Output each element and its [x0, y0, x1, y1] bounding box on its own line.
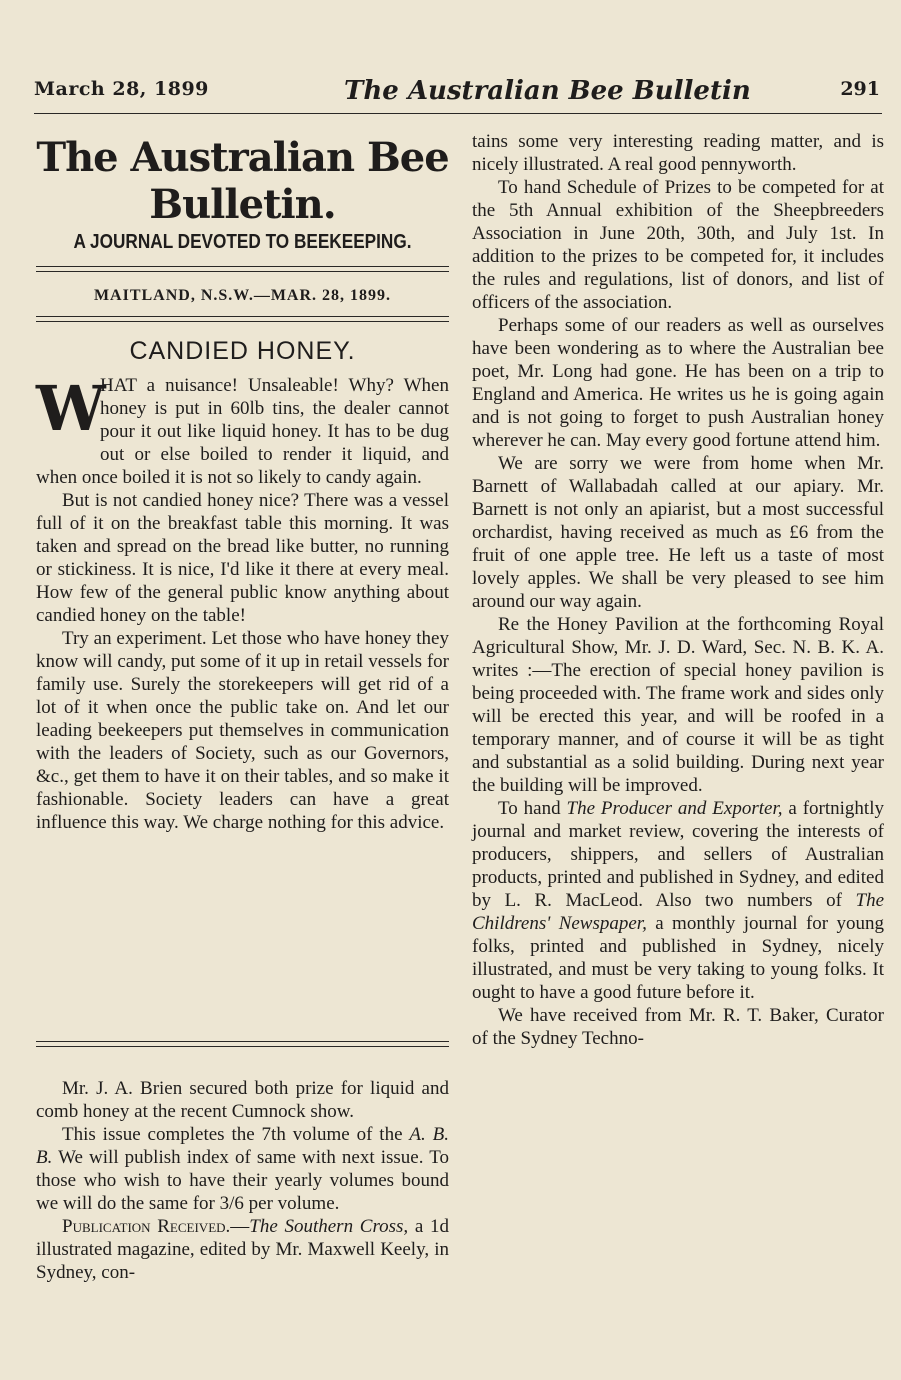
right-paragraph-6: [472, 797, 884, 1004]
section-rule-2: [36, 1046, 449, 1047]
note-brien: Mr. J. A. Brien secured both prize for liquid and comb honey at the recent Cumnock show.: [36, 1078, 449, 1122]
note-publication: [36, 1215, 449, 1284]
dateline-rule-1: [36, 316, 449, 317]
masthead: [36, 130, 449, 228]
article-paragraph-1: HAT a nuisance! Unsaleable! Why? When honey is put in 60lb tins, the dealer cannot pour it out like liquid honey. It has to be dug out or else boiled to render it liquid, and when once boiled it is not so likely to candy again.: [36, 375, 449, 488]
running-header: [34, 76, 882, 106]
note-volume-text-b: We will publish index of same with next issue. To those who wish to have their yearly volumes bound we will do the same for 3/6 per volume.: [36, 1147, 449, 1214]
right-paragraph-1: tains some very interesting reading matter, and is nicely illustrated. A real good pennyworth.: [472, 131, 884, 175]
note-volume: [36, 1123, 449, 1215]
right-paragraph-5: Re the Honey Pavilion at the forthcoming Royal Agricultural Show, Mr. J. D. Ward, Sec. N. B. K. A. writes :—The erection of special honey pavilion is being proceeded with. The frame work and sides only will be erected this year, and will be roofed in a temporary manner, and of course it will be as tight and substantial as a solid building. During next year the building will be improved.: [472, 614, 884, 796]
article-body: [36, 374, 449, 834]
right-paragraph-3: Perhaps some of our readers as well as ourselves have been wondering as to where the Australian bee poet, Mr. Long had gone. He has been on a trip to England and America. He writes us he is going again and is not going to forget to push Australian honey wherever he can. May every good fortune attend him.: [472, 315, 884, 451]
article-paragraph-2: But is not candied honey nice? There was a vessel full of it on the breakfast table this morning. It was taken and spread on the bread like butter, no running or stickiness. It is nice, I'd like it there at every meal. How few of the general public know anything about candied honey on the table!: [36, 490, 449, 626]
right-paragraph-4: We are sorry we were from home when Mr. Barnett of Wallabadah called at our apiary. Mr. Barnett is not only an apiarist, but a most successful orchardist, having received as much as £6 from the fruit of one apple tree. He left us a taste of most lovely apples. We shall be very pleased to see him around our way again.: [472, 453, 884, 612]
r6-text-b: a fortnightly journal and market review, covering the interests of producers, shippers, and sellers of Australian products, printed and published in Sydney, and edited by L. R. MacLeod. Also two numbers of: [472, 798, 884, 911]
issue-date: March 28, 1899: [34, 78, 209, 100]
masthead-rule-1: [36, 266, 449, 267]
r6-text-c: a monthly journal for young folks, printed and published in Sydney, nicely illustrated, and must be very taking to young folks. It ought to have a good future before it.: [472, 913, 884, 1003]
masthead-rule-2: [36, 271, 449, 272]
note-volume-abb: A. B. B.: [36, 1124, 449, 1168]
publication-dash: —: [230, 1216, 250, 1237]
drop-cap: W: [36, 372, 106, 445]
childrens-newspaper-title: The Childrens' Newspaper,: [472, 890, 884, 934]
note-volume-text-a: This issue completes the 7th volume of the: [62, 1124, 410, 1145]
notes-block: [36, 1077, 449, 1284]
article-title: CANDIED HONEY.: [129, 337, 356, 365]
publication-text: a 1d illustrated magazine, edited by Mr. Maxwell Keely, in Sydney, con-: [36, 1216, 449, 1283]
masthead-dateline: MAITLAND, N.S.W.—MAR. 28, 1899.: [93, 287, 392, 304]
header-rule: [34, 113, 882, 114]
r6-text-a: To hand: [498, 798, 567, 819]
masthead-title: The Australian Bee Bulletin.: [36, 134, 449, 228]
publication-received-label: Publication Received.: [62, 1216, 231, 1237]
dateline-rule-2: [36, 321, 449, 322]
article-paragraph-3: Try an experiment. Let those who have honey they know will candy, put some of it up in retail vessels for family use. Surely the storekeepers will get rid of a lot of it when once the public take on. And let our leading beekeepers put themselves in communication with the leaders of Society, such as our Governors, &c., get them to have it on their tables, and so make it fashionable. Society leaders can have a great influence this way. We charge nothing for this advice.: [36, 628, 449, 833]
publication-title: The Australian Bee Bulletin: [344, 76, 751, 106]
right-paragraph-2: To hand Schedule of Prizes to be competed for at the 5th Annual exhibition of the Sheepbreeders Association in June 20th, 30th, and July 1st. In addition to the prizes to be competed for, it includes the rules and regulations, list of donors, and list of officers of the association.: [472, 177, 884, 313]
right-paragraph-7: We have received from Mr. R. T. Baker, Curator of the Sydney Techno-: [472, 1005, 884, 1049]
publication-name: The Southern Cross,: [249, 1216, 409, 1237]
section-rule-1: [36, 1041, 449, 1042]
page-number: 291: [840, 78, 880, 100]
right-column: [472, 130, 884, 1050]
masthead-subtitle: A JOURNAL DEVOTED TO BEEKEEPING.: [73, 231, 412, 253]
producer-exporter-title: The Producer and Exporter,: [566, 798, 783, 819]
